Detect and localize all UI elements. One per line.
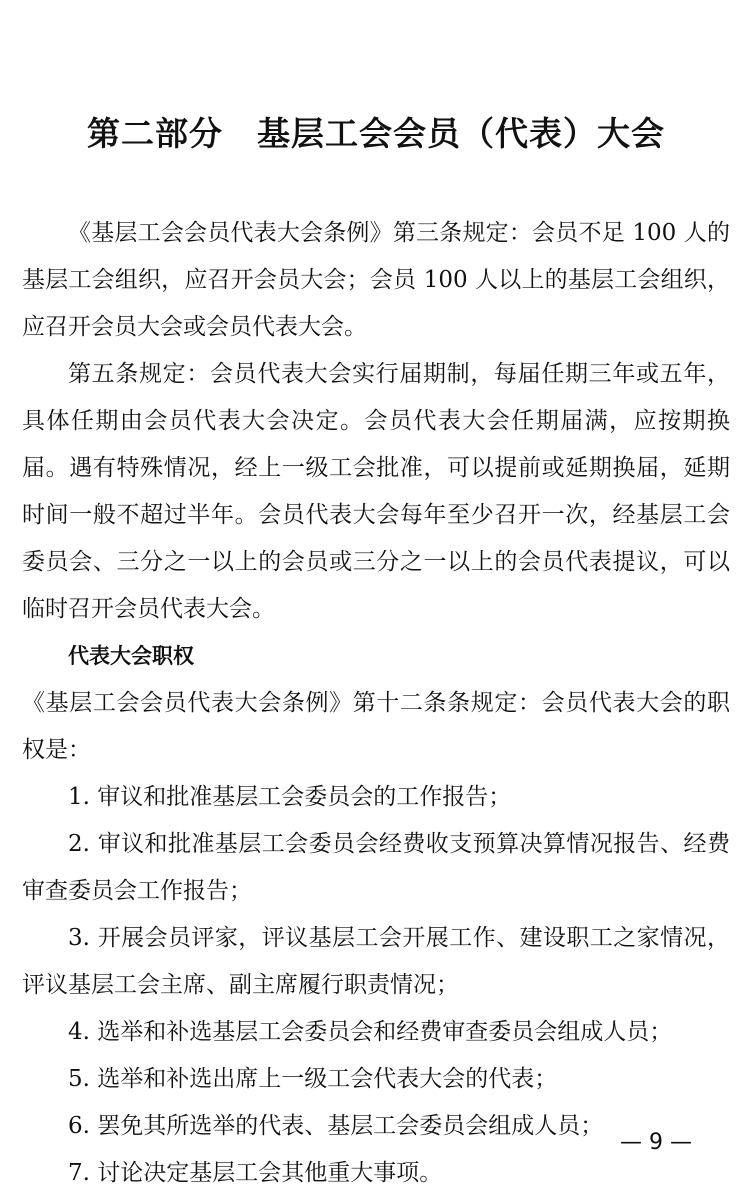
list-item-5: 5. 选举和补选出席上一级工会代表大会的代表； — [68, 1066, 558, 1092]
list-item-4: 4. 选举和补选基层工会委员会和经费审查委员会组成人员； — [68, 1019, 673, 1045]
list-item-2: 2. 审议和批准基层工会委员会经费收支预算决算情况报告、经费审查委员会工作报告； — [22, 831, 730, 904]
paragraph-article-5: 第五条规定：会员代表大会实行届期制，每届任期三年或五年，具体任期由会员代表大会决定。会员代表大会任期届满，应按期换届。遇有特殊情况，经上一级工会批准，可以提前或延期换届，延期时间一般不超过半年。会员代表大会每年至少召开一次，经基层工会委员会、三分之一以上的会员或三分之一以上的会员代表提议，可以临时召开会员代表大会。 — [22, 361, 730, 622]
section-heading: 代表大会职权 — [68, 644, 194, 668]
section-intro: 《基层工会会员代表大会条例》第十二条条规定：会员代表大会的职权是： — [22, 690, 730, 763]
page-number: — 9 — — [620, 1130, 692, 1155]
list-item-6: 6. 罢免其所选举的代表、基层工会委员会组成人员； — [68, 1113, 604, 1139]
list-item-7: 7. 讨论决定基层工会其他重大事项。 — [68, 1160, 443, 1186]
paragraph-article-3: 《基层工会会员代表大会条例》第三条规定：会员不足 100 人的基层工会组织，应召开会员大会；会员 100 人以上的基层工会组织，应召开会员大会或会员代表大会。 — [22, 220, 730, 340]
document-body — [22, 210, 730, 1197]
page-title: 第二部分 基层工会会员（代表）大会 — [87, 114, 665, 153]
list-item-3: 3. 开展会员评家，评议基层工会开展工作、建设职工之家情况，评议基层工会主席、副主席履行职责情况； — [22, 925, 730, 998]
list-item-1: 1. 审议和批准基层工会委员会的工作报告； — [68, 784, 512, 810]
